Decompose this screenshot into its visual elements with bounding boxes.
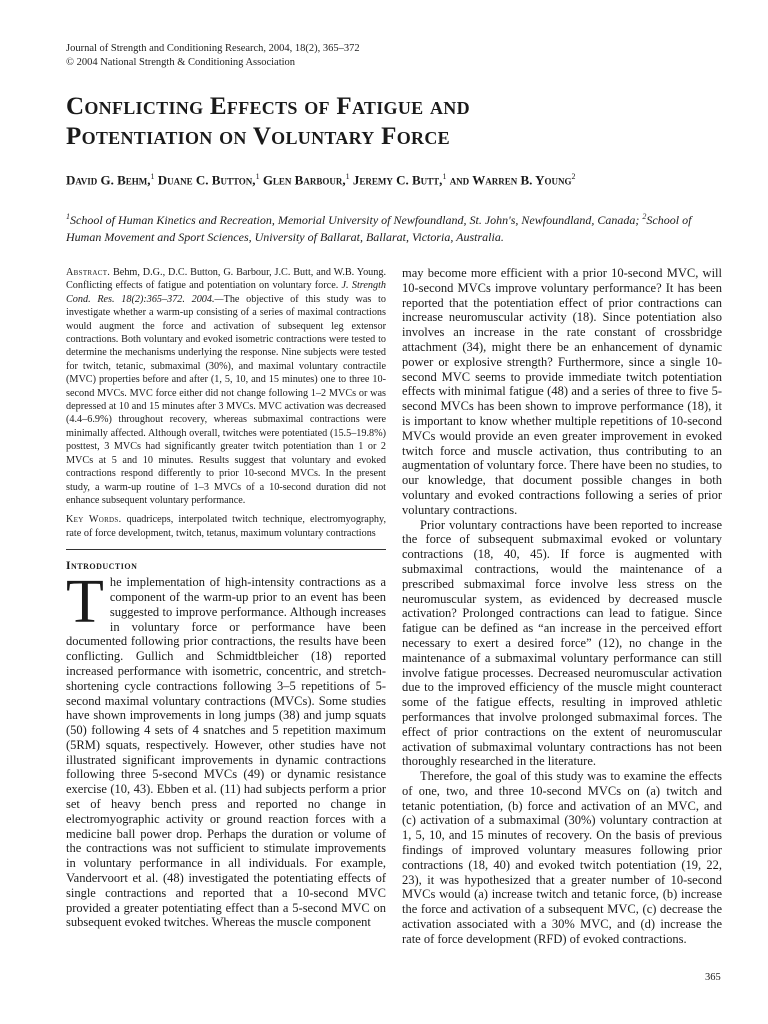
- abstract-text: The objective of this study was to investigate whether a warm-up consisting of a series of maximal contractions would augment the force and activation of subsequent leg extensor contractions. Both voluntary and evoked isometric contractions were tested to determine the mechanisms underlying the response. Nine subjects were tested for twitch, tetanic, submaximal (30%), and maximal voluntary contractile (MVC) properties before and after (1, 5, 10, and 15 minutes) one to three 10-second MVCs. MVC force either did not change following 1–2 MVCs or was depressed at 10 and 15 minutes after 3 MVCs. MVC activation was decreased (4.4–6.9%) throughout recovery, whereas submaximal contractions were minimally affected. Although overall, twitches were potentiated (15.5–19.8%) posttest, 3 MVCs had significantly greater twitch potentiation than 1 or 2 MVCs at 5 and 10 minutes. Results suggest that voluntary and evoked contractions respond differently to prior 10-second MVCs. In the present study, a warm-up routine of 1–3 MVCs of a 10-second duration did not enhance subsequent voluntary performance.: [66, 293, 386, 506]
- intro-paragraph-1-text: he implementation of high-intensity contractions as a component of the warm-up prior to an event has been suggested to improve performance. Although increases in voluntary force or performance have been documented following prior contractions, the results have been conflicting. Gullich and Schmidtbleicher (18) reported increased performance with isometric, concentric, and stretch-shortening cycle contractions following 3–5 repetitions of 5-second maximal voluntary contractions (MVCs). Some studies have shown improvements in long jumps (38) and jump squats (50) following 4 sets of 4 snatches and 5 repetition maximum (5RM) squats, respectively. However, other studies have not illustrated significant improvements in dynamic contractions following three 5-second MVCs (49) or dynamic resistance exercise (10, 43). Ebben et al. (11) had subjects perform a prior set of heavy bench press and reported no change in electromyographic activity or ground reaction forces with a medicine ball power drop. Perhaps the duration or volume of the contractions was not sufficient to stimulate improvements in voluntary performance in all individuals. For example, Vandervoort et al. (48) investigated the potentiating effects of single contractions and reported that a 10-second MVC provided a greater potentiating effect than a 5-second MVC on subsequent evoked twitches. Whereas the muscle component: [66, 575, 386, 930]
- author-affiliation-mark: 1: [345, 172, 350, 181]
- title-line-1: Conflicting Effects of Fatigue and: [66, 93, 470, 120]
- keywords-label: Key Words.: [66, 514, 122, 526]
- author-name: and Warren B. Young: [446, 172, 572, 188]
- keywords: [66, 513, 386, 540]
- abstract-journal: J. Strength Cond. Res.: [66, 280, 386, 305]
- affiliations: [66, 208, 711, 246]
- copyright-line: © 2004 National Strength & Conditioning Association: [66, 57, 296, 68]
- introduction-heading: Introduction: [66, 560, 138, 573]
- title-line-2: Potentiation on Voluntary Force: [66, 123, 450, 150]
- section-divider: [66, 549, 386, 550]
- abstract-citation-ref: 18(2):365–372. 2004.—: [114, 293, 224, 305]
- paper-title: [66, 92, 706, 152]
- right-column: [402, 266, 722, 947]
- abstract-citation: Behm, D.G., D.C. Button, G. Barbour, J.C. Butt, and W.B. Young. Conflicting effects of fatigue and potentiation on voluntary force.: [66, 267, 386, 292]
- author-name: David G. Behm,: [66, 172, 151, 188]
- affiliation-mark: 2: [642, 212, 647, 221]
- affiliation-2: School of Human Movement and Sport Sciences, University of Ballarat, Ballarat, Victoria, Australia.: [66, 213, 692, 244]
- author-affiliation-mark: 1: [442, 172, 447, 181]
- drop-cap: T: [66, 568, 104, 637]
- intro-paragraph-1: [66, 568, 386, 930]
- author-affiliation-mark: 2: [571, 172, 576, 181]
- author-name: Duane C. Button,: [154, 172, 256, 188]
- keywords-text: quadriceps, interpolated twitch technique, electromyography, rate of force development, twitch, tetanus, maximum voluntary contractions: [66, 514, 386, 539]
- page-number: 365: [705, 972, 721, 983]
- author-name: Glen Barbour,: [259, 172, 346, 188]
- author-name: Jeremy C. Butt,: [349, 172, 443, 188]
- author-list: [66, 168, 706, 188]
- author-affiliation-mark: 1: [150, 172, 155, 181]
- abstract-label: Abstract.: [66, 267, 111, 278]
- author-affiliation-mark: 1: [255, 172, 260, 181]
- affiliation-mark: 1: [66, 212, 70, 221]
- affiliation-1: School of Human Kinetics and Recreation, Memorial University of Newfoundland, St. John's, Newfoundland, Canada;: [70, 213, 643, 227]
- abstract: [66, 266, 386, 507]
- intro-paragraph-3: Therefore, the goal of this study was to examine the effects of one, two, and three 10-second MVCs on (a) twitch and tetanic potentiation, (b) force and activation of an MVC, and (c) activation of a submaximal (30%) voluntary contraction at 1, 5, 10, and 15 minutes of recovery. On the basis of previous findings of improved voluntary measures following prior contractions (18, 40) and evoked twitch potentiation (19, 22, 23), it was hypothesized that a greater number of 10-second MVCs would (a) increase twitch and tetanic force, (b) increase the force and activation of a subsequent MVC, (c) decrease the activation associated with a 30% MVC, and (d) increase the rate of force development (RFD) of evoked contractions.: [402, 769, 722, 946]
- journal-header: [66, 42, 360, 70]
- left-column: [66, 266, 386, 930]
- intro-paragraph-1-continued: may become more efficient with a prior 10-second MVC, will 10-second MVCs improve voluntary performance? It has been reported that the potentiation effect of prior contractions can increase neuromuscular activity (18). Since potentiation also involves an increase in the rate constant of crossbridge attachment (34), might there be an enhancement of dynamic power or explosive strength? Furthermore, since a single 10-second MVC seems to provide immediate twitch potentiation effects with minimal fatigue (48) and a series of three to five 5-second MVCs has been shown to improve performance (18), it is important to know whether multiple repetitions of 10-second MVCs would provide an even greater improvement in evoked twitch force and muscle activation, thus contributing to an augmentation of voluntary force. There have been no studies, to our knowledge, that document possible changes in both voluntary and evoked contractions following a series of prior voluntary contractions.: [402, 266, 722, 517]
- journal-citation: Journal of Strength and Conditioning Research, 2004, 18(2), 365–372: [66, 43, 360, 54]
- intro-paragraph-2: Prior voluntary contractions have been reported to increase the force of subsequent submaximal evoked or voluntary contractions (18, 40, 45). If force is augmented with submaximal contractions, would the maintenance of a prescribed submaximal force involve less stress on the neuromuscular system, as evidenced by decreased muscle activation? Prolonged contractions can lead to fatigue. Since fatigue can be defined as “an increase in the perceived effort necessary to exert a desired force” (12), no change in the maintenance of a submaximal voluntary performance can still involve fatigue processes. Decreased neuromuscular activation due to the improved efficiency of the muscle might counteract some of the fatigue effects, resulting in improved athletic performances that involve prolonged submaximal forces. The effect of prior contractions on the extent of neuromuscular activation of submaximal voluntary contractions has not been thoroughly researched in the literature.: [402, 517, 722, 769]
